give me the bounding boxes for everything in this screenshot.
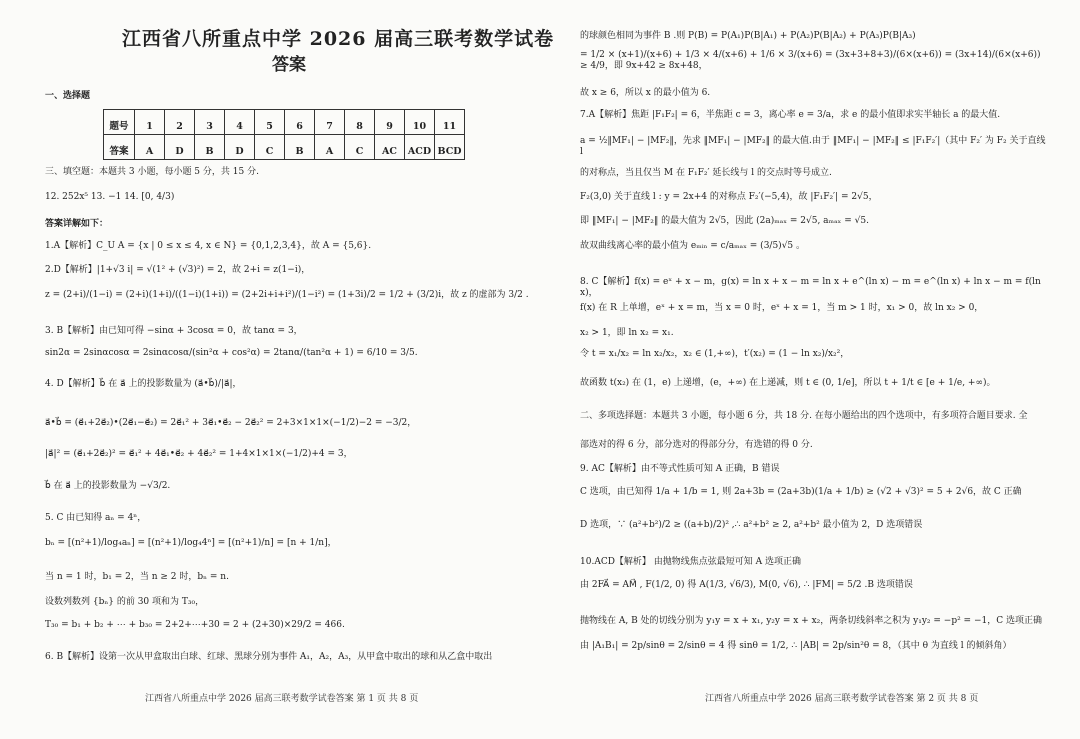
document-title: 江西省八所重点中学 2026 届高三联考数学试卷 [122, 28, 555, 50]
solution-line: 由 |A₁B₁| = 2p/sinθ = 2/sinθ = 4 得 sinθ = 1/2, ∴ |AB| = 2p/sin²θ = 8，（其中 θ 为直线 l 的倾斜角） [580, 641, 1012, 651]
table-cell: C [345, 135, 375, 160]
table-cell: 7 [315, 110, 345, 135]
table-cell: D [165, 135, 195, 160]
fill-blank-answers: 12. 252x⁵ 13. −1 14. [0, 4/3) [45, 192, 175, 202]
solution-line: 部选对的得 6 分，部分选对的得部分分，有选错的得 0 分. [580, 440, 813, 450]
table-cell: 6 [285, 110, 315, 135]
solution-line: 5. C 由已知得 aₙ = 4ⁿ， [45, 513, 147, 523]
table-cell: A [315, 135, 345, 160]
solution-line: 设数列数列 {bₙ} 的前 30 项和为 T₃₀， [45, 597, 205, 607]
solution-line: |a⃗|² = (e⃗₁+2e⃗₂)² = e⃗₁² + 4e⃗₁•e⃗₂ + 4e⃗₂² = 1+4×1×1×(−1/2)+4 = 3， [45, 449, 353, 459]
solution-line: x₂ > 1，即 ln x₂ = x₁. [580, 328, 674, 338]
solution-line: 故函数 t(x₂) 在 (1，e) 上递增，(e，+∞) 在上递减，则 t ∈ (0, 1/e]，所以 t + 1/t ∈ [e + 1/e, +∞)。 [580, 378, 996, 388]
solution-line: 9. AC【解析】由不等式性质可知 A 正确，B 错误 [580, 464, 780, 474]
table-cell: 8 [345, 110, 375, 135]
solution-line: bₙ = [(n²+1)/log₄aₙ] = [(n²+1)/log₄4ⁿ] = [(n²+1)/n] = [n + 1/n]， [45, 538, 337, 548]
table-row [104, 110, 465, 135]
solution-line: 即 ‖MF₁| − |MF₂‖ 的最大值为 2√5，因此 (2a)ₘₐₓ = 2√5, aₘₐₓ = √5. [580, 216, 869, 226]
table-cell: 11 [435, 110, 465, 135]
table-row [104, 135, 465, 160]
page-footer-right: 江西省八所重点中学 2026 届高三联考数学试卷答案 第 2 页 共 8 页 [705, 694, 979, 704]
table-cell: 2 [165, 110, 195, 135]
solution-line: D 选项，∵ (a²+b²)/2 ≥ ((a+b)/2)² ,∴ a²+b² ≥ 2, a²+b² 最小值为 2，D 选项错误 [580, 520, 923, 530]
solution-line: b⃗ 在 a⃗ 上的投影数量为 −√3/2. [45, 481, 171, 491]
solution-line: 由 2FA⃗ = AM⃗ , F(1/2, 0) 得 A(1/3, √6/3), M(0, √6), ∴ |FM| = 5/2 .B 选项错误 [580, 580, 913, 590]
table-cell: AC [375, 135, 405, 160]
solution-line: 4. D【解析】b⃗ 在 a⃗ 上的投影数量为 (a⃗•b⃗)/|a⃗|， [45, 379, 242, 389]
page-footer-left: 江西省八所重点中学 2026 届高三联考数学试卷答案 第 1 页 共 8 页 [145, 694, 419, 704]
table-cell: 3 [195, 110, 225, 135]
solution-line: a⃗•b⃗ = (e⃗₁+2e⃗₂)•(2e⃗₁−e⃗₂) = 2e⃗₁² + 3e⃗₁•e⃗₂ − 2e⃗₂² = 2+3×1×1×(−1/2)−2 = −3/2， [45, 418, 417, 428]
detail-heading: 答案详解如下： [45, 219, 109, 229]
solution-line: C 选项，由已知得 1/a + 1/b = 1, 则 2a+3b = (2a+3b)(1/a + 1/b) ≥ (√2 + √3)² = 5 + 2√6，故 C 正确 [580, 487, 1022, 497]
solution-line: 令 t = x₁/x₂ = ln x₂/x₂，x₂ ∈ (1,+∞)，t′(x₂) = (1 − ln x₂)/x₂²， [580, 349, 850, 359]
solution-line: F₂(3,0) 关于直线 l : y = 2x+4 的对称点 F₂′(−5,4)，故 |F₁F₂′| = 2√5， [580, 192, 878, 202]
solution-line: 抛物线在 A, B 处的切线分别为 y₁y = x + x₁, y₂y = x + x₂，两条切线斜率之积为 y₁y₂ = −p² = −1，C 选项正确 [580, 616, 1042, 626]
document-subtitle: 答案 [272, 55, 306, 75]
solution-line: = 1/2 × (x+1)/(x+6) + 1/3 × 4/(x+6) + 1/6 × 3/(x+6) = (3x+3+8+3)/(6×(x+6)) = (3x+14)/(6×(x+6)) ≥ 4/9，即 9x+42 ≥ 8x+48， [580, 50, 1041, 71]
table-header-cell: 题号 [104, 110, 135, 135]
solution-line: f(x) 在 R 上单增，eˣ + x = m，当 x = 0 时，eˣ + x = 1，当 m > 1 时，x₁ > 0，故 ln x₂ > 0， [580, 303, 984, 313]
solution-line: T₃₀ = b₁ + b₂ + ⋯ + b₃₀ = 2+2+⋯+30 = 2 + (2+30)×29/2 = 466. [45, 620, 345, 630]
table-cell: C [255, 135, 285, 160]
solution-line: 故 x ≥ 6，所以 x 的最小值为 6. [580, 88, 711, 98]
table-cell: 4 [225, 110, 255, 135]
table-cell: A [135, 135, 165, 160]
solution-line: a = ½‖MF₁| − |MF₂‖，先求 ‖MF₁| − |MF₂‖ 的最大值.由于 ‖MF₁| − |MF₂‖ ≤ |F₁F₂′|（其中 F₂′ 为 F₂ 关于直线 l [580, 136, 1046, 157]
section-fill-blank-heading: 三、填空题：本题共 3 小题，每小题 5 分，共 15 分. [45, 167, 259, 177]
table-cell: D [225, 135, 255, 160]
solution-line: 10.ACD【解析】 由抛物线焦点弦最短可知 A 选项正确 [580, 557, 801, 567]
solution-line: 8. C【解析】f(x) = eˣ + x − m，g(x) = ln x + x − m = ln x + e^(ln x) − m = e^(ln x) + ln x − m = f(ln x)， [580, 277, 1041, 298]
table-cell: 5 [255, 110, 285, 135]
solution-line: 3. B【解析】由已知可得 −sinα + 3cosα = 0，故 tanα = 3， [45, 326, 303, 336]
solution-line: 的对称点，当且仅当 M 在 F₁F₂′ 延长线与 l 的交点时等号成立. [580, 168, 832, 178]
section-multi-choice-heading: 二、多项选择题：本题共 3 小题，每小题 6 分，共 18 分. 在每小题给出的四个选项中，有多项符合题目要求. 全 [580, 411, 1028, 421]
section-multiple-choice-heading: 一、选择题 [45, 91, 91, 101]
table-cell: 10 [405, 110, 435, 135]
solution-line: 当 n = 1 时，b₁ = 2，当 n ≥ 2 时，bₙ = n. [45, 572, 229, 582]
solution-line: sin2α = 2sinαcosα = 2sinαcosα/(sin²α + cos²α) = 2tanα/(tan²α + 1) = 6/10 = 3/5. [45, 348, 418, 358]
solution-line: 7.A【解析】焦距 |F₁F₂| = 6，半焦距 c = 3，离心率 e = 3/a，求 e 的最小值即求实半轴长 a 的最大值. [580, 110, 1001, 120]
solution-line: 故双曲线离心率的最小值为 eₘᵢₙ = c/aₘₐₓ = (3/5)√5 。 [580, 241, 806, 251]
solution-line: z = (2+i)/(1−i) = (2+i)(1+i)/((1−i)(1+i)) = (2+2i+i+i²)/(1−i²) = (1+3i)/2 = 1/2 + (3/2)i，故 z 的虚部为 3/2 . [45, 290, 529, 300]
table-cell: B [195, 135, 225, 160]
table-cell: 1 [135, 110, 165, 135]
table-header-cell: 答案 [104, 135, 135, 160]
solution-line: 2.D【解析】|1+√3 i| = √(1² + (√3)²) = 2，故 2+i = z(1−i)， [45, 265, 311, 275]
solution-line: 的球颜色相同为事件 B .则 P(B) = P(A₁)P(B|A₁) + P(A₂)P(B|A₂) + P(A₃)P(B|A₃) [580, 31, 916, 41]
solution-line: 6. B【解析】设第一次从甲盒取出白球、红球、黑球分别为事件 A₁，A₂，A₃，从甲盒中取出的球和从乙盒中取出 [45, 652, 493, 662]
solution-line: 1.A【解析】C_U A = {x | 0 ≤ x ≤ 4, x ∈ N} = {0,1,2,3,4}，故 A = {5,6}. [45, 241, 372, 251]
table-cell: BCD [435, 135, 465, 160]
answer-table [103, 109, 465, 160]
table-cell: B [285, 135, 315, 160]
table-cell: 9 [375, 110, 405, 135]
table-cell: ACD [405, 135, 435, 160]
